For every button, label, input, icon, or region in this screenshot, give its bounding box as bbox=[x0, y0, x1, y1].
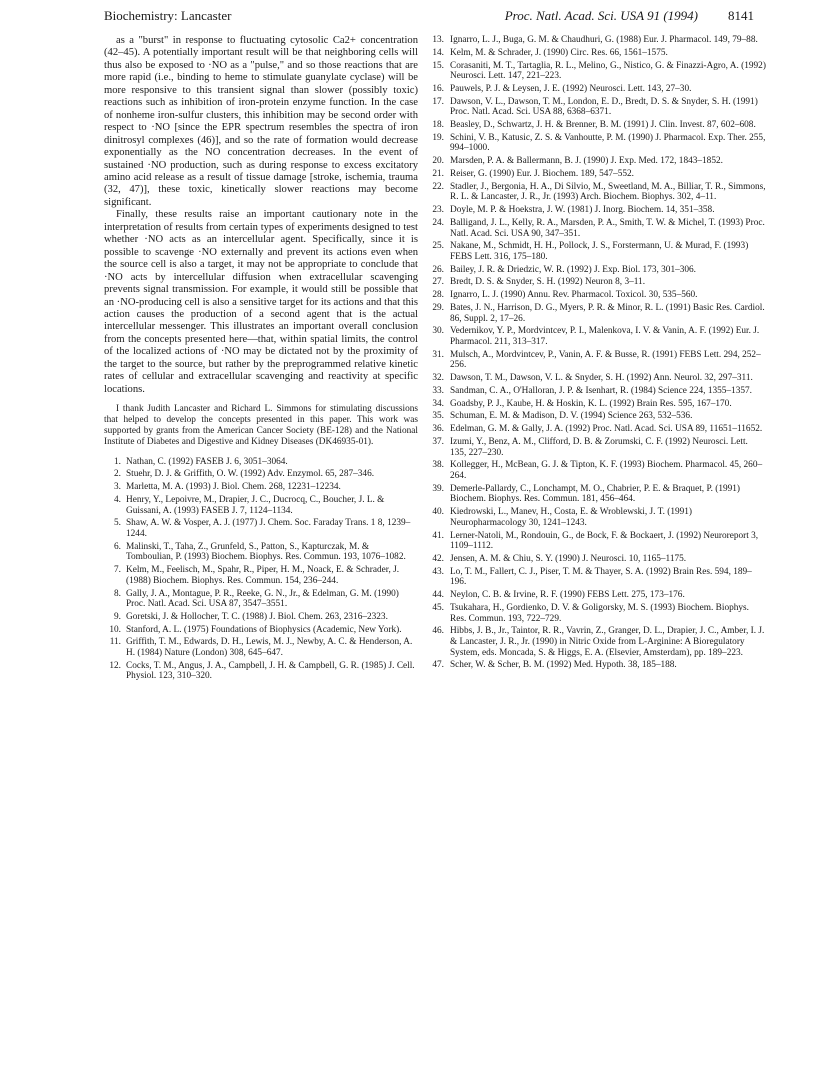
reference-text: Dawson, T. M., Dawson, V. L. & Snyder, S. H. (1992) Ann. Neurol. 32, 297–311. bbox=[450, 373, 753, 384]
reference-item bbox=[428, 265, 766, 276]
reference-number: 9. bbox=[114, 611, 121, 622]
reference-item bbox=[428, 169, 766, 180]
references-list-right bbox=[428, 35, 766, 671]
reference-item bbox=[428, 326, 766, 347]
reference-item bbox=[428, 241, 766, 262]
reference-number: 37. bbox=[432, 436, 444, 447]
reference-number: 41. bbox=[432, 530, 444, 541]
header-section-title: Biochemistry: Lancaster bbox=[104, 8, 232, 23]
reference-item bbox=[104, 612, 418, 623]
running-header bbox=[104, 8, 754, 30]
reference-number: 46. bbox=[432, 626, 444, 637]
reference-number: 19. bbox=[432, 132, 444, 143]
reference-item bbox=[428, 156, 766, 167]
reference-number: 6. bbox=[114, 541, 121, 552]
reference-text: Schuman, E. M. & Madison, D. V. (1994) Science 263, 532–536. bbox=[450, 411, 693, 422]
paragraph-1: as a "burst" in response to fluctuating cytosolic Ca2+ concentration (42–45). A potentially important result will be that neighboring cells will thus also be exposed to ·NO as a "pulse," and so those reactions that are more rapid (i.e., binding to heme to stimulate guanylate cyclase) will be more responsive to this transient signal than slower (possibly toxic) reactions such as inhibition of iron-protein enzyme function. In the case of nonheme iron-sulfur clusters, this inhibition may be second order with respect to ·NO [since the EPR spectrum resembles the spectra of iron dinitrosyl complexes (46)], and so the rate of formation would decrease exponentially as the NO concentration decreases. In the event of sustained ·NO production, such as during response to excess excitatory amino acid release as a result of tissue damage [stroke, ischemia, trauma (32, 47)], these toxic, kinetically slower reactions may become significant. bbox=[104, 35, 418, 208]
reference-number: 26. bbox=[432, 264, 444, 275]
reference-item bbox=[428, 484, 766, 505]
reference-text: Kollegger, H., McBean, G. J. & Tipton, K. F. (1993) Biochem. Pharmacol. 45, 260–264. bbox=[450, 460, 763, 481]
reference-number: 14. bbox=[432, 47, 444, 58]
reference-item bbox=[428, 48, 766, 59]
reference-item bbox=[104, 482, 418, 493]
reference-number: 27. bbox=[432, 277, 444, 288]
reference-text: Neylon, C. B. & Irvine, R. F. (1990) FEBS Lett. 275, 173–176. bbox=[450, 590, 685, 601]
reference-number: 24. bbox=[432, 217, 444, 228]
reference-item bbox=[104, 518, 418, 539]
reference-item bbox=[428, 182, 766, 203]
reference-text: Vedernikov, Y. P., Mordvintcev, P. I., Malenkova, I. V. & Vanin, A. F. (1992) Eur. J. Pharmacol. 211, 313–317. bbox=[450, 326, 760, 347]
reference-item bbox=[428, 411, 766, 422]
reference-text: Corasaniti, M. T., Tartaglia, R. L., Melino, G., Nistico, G. & Finazzi-Agro, A. (1992) Neurosci. Lett. 147, 221–223. bbox=[450, 60, 766, 82]
reference-number: 38. bbox=[432, 460, 444, 471]
reference-text: Bailey, J. R. & Driedzic, W. R. (1992) J. Exp. Biol. 173, 301–306. bbox=[450, 264, 697, 275]
reference-text: Dawson, V. L., Dawson, T. M., London, E. D., Bredt, D. S. & Snyder, S. H. (1991) Proc. Natl. Acad. Sci. USA 88, 6368–6371. bbox=[450, 96, 758, 118]
reference-number: 25. bbox=[432, 241, 444, 252]
reference-item bbox=[104, 565, 418, 586]
reference-text: Goretski, J. & Hollocher, T. C. (1988) J. Biol. Chem. 263, 2316–2323. bbox=[126, 611, 388, 622]
reference-number: 16. bbox=[432, 83, 444, 94]
reference-text: Beasley, D., Schwartz, J. H. & Brenner, B. M. (1991) J. Clin. Invest. 87, 602–608. bbox=[450, 120, 756, 131]
reference-number: 7. bbox=[114, 565, 121, 576]
reference-item bbox=[428, 567, 766, 588]
reference-number: 23. bbox=[432, 205, 444, 216]
reference-item bbox=[428, 460, 766, 481]
reference-item bbox=[428, 35, 766, 46]
reference-item bbox=[428, 303, 766, 324]
reference-text: Edelman, G. M. & Gally, J. A. (1992) Proc. Natl. Acad. Sci. USA 89, 11651–11652. bbox=[450, 424, 763, 435]
reference-item bbox=[428, 531, 766, 552]
reference-number: 4. bbox=[114, 494, 121, 505]
reference-number: 31. bbox=[432, 349, 444, 360]
references-list-left bbox=[104, 457, 418, 683]
reference-number: 11. bbox=[109, 637, 121, 648]
reference-item bbox=[428, 133, 766, 154]
reference-item bbox=[428, 218, 766, 239]
reference-item bbox=[428, 290, 766, 301]
reference-text: Stadler, J., Bergonia, H. A., Di Silvio, M., Sweetland, M. A., Billiar, T. R., Simmons, R. L. & Lancaster, J. R., Jr. (1993) Arch. Biochem. Biophys. 302, 4–11. bbox=[450, 181, 766, 203]
reference-number: 42. bbox=[432, 553, 444, 564]
reference-item bbox=[428, 120, 766, 131]
reference-item bbox=[428, 205, 766, 216]
header-page-number: 8141 bbox=[728, 8, 754, 23]
reference-text: Tsukahara, H., Gordienko, D. V. & Goligorsky, M. S. (1993) Biochem. Biophys. Res. Commun. 193, 722–729. bbox=[450, 602, 749, 624]
reference-text: Marletta, M. A. (1993) J. Biol. Chem. 268, 12231–12234. bbox=[126, 482, 341, 493]
reference-item bbox=[104, 542, 418, 563]
reference-text: Schini, V. B., Katusic, Z. S. & Vanhoutte, P. M. (1990) J. Pharmacol. Exp. Ther. 255, 994–1000. bbox=[450, 132, 766, 154]
reference-item bbox=[428, 507, 766, 528]
reference-item bbox=[428, 373, 766, 384]
reference-number: 34. bbox=[432, 398, 444, 409]
reference-number: 39. bbox=[432, 483, 444, 494]
reference-number: 43. bbox=[432, 566, 444, 577]
reference-text: Griffith, T. M., Edwards, D. H., Lewis, M. J., Newby, A. C. & Henderson, A. H. (1984) Nature (London) 308, 645–647. bbox=[126, 637, 413, 659]
reference-number: 32. bbox=[432, 373, 444, 384]
reference-text: Jensen, A. M. & Chiu, S. Y. (1990) J. Neurosci. 10, 1165–1175. bbox=[450, 553, 687, 564]
reference-number: 2. bbox=[114, 469, 121, 480]
reference-number: 12. bbox=[109, 660, 121, 671]
reference-number: 22. bbox=[432, 181, 444, 192]
reference-text: Izumi, Y., Benz, A. M., Clifford, D. B. & Zorumski, C. F. (1992) Neurosci. Lett. 135, 227–230. bbox=[450, 436, 748, 458]
reference-number: 21. bbox=[432, 168, 444, 179]
reference-text: Cocks, T. M., Angus, J. A., Campbell, J. H. & Campbell, G. R. (1985) J. Cell. Physiol. 123, 310–320. bbox=[126, 660, 415, 682]
reference-number: 20. bbox=[432, 156, 444, 167]
reference-number: 30. bbox=[432, 326, 444, 337]
reference-item bbox=[428, 660, 766, 671]
reference-item bbox=[428, 424, 766, 435]
reference-item bbox=[104, 625, 418, 636]
reference-text: Scher, W. & Scher, B. M. (1992) Med. Hypoth. 38, 185–188. bbox=[450, 660, 677, 671]
reference-item bbox=[104, 457, 418, 468]
reference-number: 3. bbox=[114, 482, 121, 493]
reference-number: 35. bbox=[432, 411, 444, 422]
header-journal: Proc. Natl. Acad. Sci. USA 91 (1994) bbox=[504, 8, 698, 23]
reference-text: Demerle-Pallardy, C., Lonchampt, M. O., Chabrier, P. E. & Braquet, P. (1991) Biochem. Biophys. Res. Commun. 181, 456–464. bbox=[450, 483, 741, 505]
reference-number: 45. bbox=[432, 602, 444, 613]
reference-item bbox=[104, 589, 418, 610]
reference-text: Pauwels, P. J. & Leysen, J. E. (1992) Neurosci. Lett. 143, 27–30. bbox=[450, 83, 692, 94]
reference-number: 10. bbox=[109, 624, 121, 635]
reference-text: Stanford, A. L. (1975) Foundations of Biophysics (Academic, New York). bbox=[126, 624, 402, 635]
reference-item bbox=[428, 626, 766, 658]
reference-number: 15. bbox=[432, 60, 444, 71]
reference-text: Bredt, D. S. & Snyder, S. H. (1992) Neuron 8, 3–11. bbox=[450, 277, 646, 288]
reference-text: Malinski, T., Taha, Z., Grunfeld, S., Patton, S., Kapturczak, M. & Tomboulian, P. (1993) Biochem. Biophys. Res. Commun. 193, 1076–1082. bbox=[126, 541, 406, 563]
reference-text: Kiedrowski, L., Manev, H., Costa, E. & Wroblewski, J. T. (1991) Neuropharmacology 30, 1241–1243. bbox=[450, 507, 693, 528]
header-journal-block bbox=[505, 8, 754, 24]
reference-number: 33. bbox=[432, 385, 444, 396]
body-text bbox=[104, 35, 418, 396]
reference-text: Lerner-Natoli, M., Rondouin, G., de Bock, F. & Bockaert, J. (1992) Neuroreport 3, 1109–1112. bbox=[450, 530, 759, 552]
reference-text: Henry, Y., Lepoivre, M., Drapier, J. C., Ducrocq, C., Boucher, J. L. & Guissani, A. (1993) FASEB J. 7, 1124–1134. bbox=[126, 494, 385, 516]
reference-text: Kelm, M., Feelisch, M., Spahr, R., Piper, H. M., Noack, E. & Schrader, J. (1988) Biochem. Biophys. Res. Commun. 154, 236–244. bbox=[126, 565, 400, 586]
reference-text: Ignarro, L. J. (1990) Annu. Rev. Pharmacol. Toxicol. 30, 535–560. bbox=[450, 290, 698, 301]
reference-item bbox=[104, 495, 418, 516]
reference-text: Lo, T. M., Fallert, C. J., Piser, T. M. & Thayer, S. A. (1992) Brain Res. 594, 189–196. bbox=[450, 566, 752, 588]
reference-number: 40. bbox=[432, 507, 444, 518]
reference-text: Gally, J. A., Montague, P. R., Reeke, G. N., Jr., & Edelman, G. M. (1990) Proc. Natl. Acad. Sci. USA 87, 3547–3551. bbox=[126, 588, 399, 610]
reference-text: Shaw, A. W. & Vosper, A. J. (1977) J. Chem. Soc. Faraday Trans. 1 8, 1239–1244. bbox=[126, 518, 411, 539]
reference-number: 17. bbox=[432, 96, 444, 107]
reference-text: Marsden, P. A. & Ballermann, B. J. (1990) J. Exp. Med. 172, 1843–1852. bbox=[450, 156, 723, 167]
reference-item bbox=[104, 661, 418, 682]
reference-text: Goadsby, P. J., Kaube, H. & Hoskin, K. L. (1992) Brain Res. 595, 167–170. bbox=[450, 398, 732, 409]
acknowledgment: I thank Judith Lancaster and Richard L. Simmons for stimulating discussions that helped to develop the concepts presented in this paper. This work was supported by grants from the American Cancer Society (BE-128) and the National Institute of Diabetes and Digestive and Kidney Diseases (DK46935-01). bbox=[104, 404, 418, 447]
reference-number: 28. bbox=[432, 290, 444, 301]
reference-text: Bates, J. N., Harrison, D. G., Myers, P. R. & Minor, R. L. (1991) Basic Res. Cardiol. 86, Suppl. 2, 17–26. bbox=[450, 302, 765, 324]
reference-item bbox=[428, 603, 766, 624]
reference-text: Stuehr, D. J. & Griffith, O. W. (1992) Adv. Enzymol. 65, 287–346. bbox=[126, 469, 375, 480]
reference-item bbox=[428, 350, 766, 371]
reference-number: 29. bbox=[432, 302, 444, 313]
reference-text: Mulsch, A., Mordvintcev, P., Vanin, A. F. & Busse, R. (1991) FEBS Lett. 294, 252–256. bbox=[450, 349, 761, 371]
reference-text: Hibbs, J. B., Jr., Taintor, R. R., Vavrin, Z., Granger, D. L., Drapier, J. C., Amber, I. J. & Lancaster, J. R., Jr. (1990) in Nitric Oxide from L-Arginine: A Bioregulatory System, eds. Moncada, S. & Higgs, E. A. (Elsevier, Amsterdam), pp. 189–223. bbox=[450, 626, 765, 658]
reference-item bbox=[428, 97, 766, 118]
reference-number: 44. bbox=[432, 590, 444, 601]
reference-item bbox=[428, 84, 766, 95]
reference-item bbox=[104, 469, 418, 480]
reference-item bbox=[428, 554, 766, 565]
reference-item bbox=[428, 61, 766, 82]
reference-text: Balligand, J. L., Kelly, R. A., Marsden, P. A., Smith, T. W. & Michel, T. (1993) Proc. Natl. Acad. Sci. USA 90, 347–351. bbox=[450, 217, 765, 239]
reference-number: 36. bbox=[432, 424, 444, 435]
paragraph-2: Finally, these results raise an important cautionary note in the interpretation of results from certain types of experiments designed to test whether ·NO acts as an intercellular agent. Specifically, since it is possible to scavenge ·NO externally and prevent its actions even when the source cell is also a target, it may not be appropriate to conclude that ·NO acts by intercellular diffusion when extracellular scavenging prevents signal transmission. For example, it would still be possible that an ·NO-producing cell is also a sensitive target for its actions and that this action causes the production of a second agent that is the actual intercellular messenger. This illustrates an important overall conclusion from the concepts presented here—that, within spatial limits, the control of the localized actions of ·NO may be dictated not by the proximity of the target to the source, but rather by the preprogrammed relative kinetic rates of cellular and extracellular scavenging and reactivity at specific locations. bbox=[104, 209, 418, 395]
reference-text: Nathan, C. (1992) FASEB J. 6, 3051–3064. bbox=[126, 456, 288, 467]
reference-item bbox=[104, 637, 418, 658]
left-column bbox=[104, 35, 418, 684]
right-column bbox=[428, 35, 766, 673]
reference-item bbox=[428, 386, 766, 397]
reference-number: 18. bbox=[432, 120, 444, 131]
reference-number: 13. bbox=[432, 35, 444, 45]
reference-number: 1. bbox=[114, 456, 121, 467]
reference-text: Doyle, M. P. & Hoekstra, J. W. (1981) J. Inorg. Biochem. 14, 351–358. bbox=[450, 205, 715, 216]
reference-item bbox=[428, 399, 766, 410]
reference-item bbox=[428, 277, 766, 288]
reference-text: Ignarro, L. J., Buga, G. M. & Chaudhuri, G. (1988) Eur. J. Pharmacol. 149, 79–88. bbox=[450, 35, 758, 45]
reference-text: Nakane, M., Schmidt, H. H., Pollock, J. S., Forstermann, U. & Murad, F. (1993) FEBS Lett. 316, 175–180. bbox=[450, 241, 749, 262]
reference-number: 47. bbox=[432, 660, 444, 671]
reference-text: Sandman, C. A., O'Halloran, J. P. & Isenhart, R. (1984) Science 224, 1355–1357. bbox=[450, 385, 752, 396]
reference-text: Reiser, G. (1990) Eur. J. Biochem. 189, 547–552. bbox=[450, 168, 634, 179]
reference-text: Kelm, M. & Schrader, J. (1990) Circ. Res. 66, 1561–1575. bbox=[450, 47, 668, 58]
reference-number: 5. bbox=[114, 518, 121, 529]
reference-item bbox=[428, 590, 766, 601]
reference-number: 8. bbox=[114, 588, 121, 599]
reference-item bbox=[428, 437, 766, 458]
